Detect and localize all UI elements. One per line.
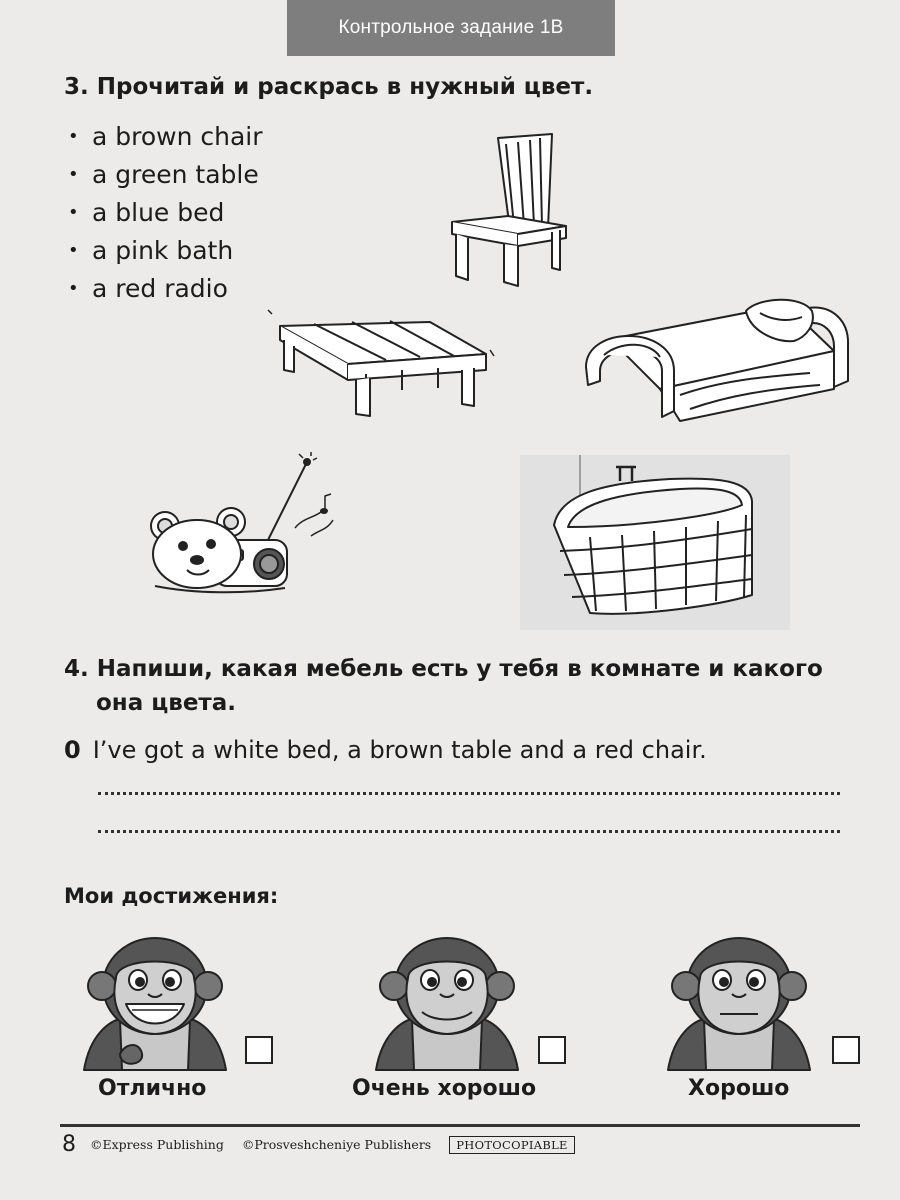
table-icon[interactable] — [262, 300, 502, 420]
example-sentence — [64, 736, 707, 764]
bullet-icon: • — [68, 278, 79, 299]
exercise-4-instruction-line1: Напиши, какая мебель есть у тебя в комнате и какого — [96, 656, 823, 682]
bullet-icon: • — [68, 126, 79, 147]
color-items-list — [68, 118, 263, 308]
photocopiable-badge: PHOTOCOPIABLE — [449, 1136, 575, 1154]
checkbox-good[interactable] — [832, 1036, 860, 1064]
bullet-icon: • — [68, 202, 79, 223]
monkey-very-good-icon — [372, 934, 522, 1074]
page-number: 8 — [62, 1132, 76, 1157]
exercise-4-number: 4. — [64, 656, 89, 682]
bullet-icon: • — [68, 240, 79, 261]
page-footer — [62, 1132, 575, 1157]
footer-divider — [60, 1124, 860, 1127]
bath-icon[interactable] — [520, 455, 790, 630]
exercise-3-number: 3. — [64, 74, 89, 100]
chair-icon[interactable] — [440, 130, 590, 290]
bed-icon[interactable] — [580, 285, 856, 427]
exercise-3-instruction: Прочитай и раскрась в нужный цвет. — [96, 74, 594, 100]
answer-line-1[interactable] — [98, 792, 840, 795]
checkbox-very-good[interactable] — [538, 1036, 566, 1064]
answer-line-2[interactable] — [98, 830, 840, 833]
item-text: a pink bath — [92, 236, 234, 265]
rating-good-label: Хорошо — [688, 1076, 790, 1101]
publisher-credit-2: ©Prosveshcheniye Publishers — [241, 1137, 432, 1152]
bullet-icon: • — [68, 164, 79, 185]
achievements-title: Мои достижения: — [64, 884, 279, 908]
exercise-4-instruction-line2: она цвета. — [96, 690, 237, 716]
list-item — [68, 194, 263, 232]
checkbox-excellent[interactable] — [245, 1036, 273, 1064]
list-item — [68, 118, 263, 156]
rating-excellent-label: Отлично — [98, 1076, 207, 1101]
item-text: a brown chair — [92, 122, 263, 151]
example-number: 0 — [64, 736, 81, 764]
list-item — [68, 232, 263, 270]
radio-icon[interactable] — [135, 450, 355, 600]
test-title: Контрольное задание 1В — [338, 17, 564, 38]
item-text: a red radio — [92, 274, 228, 303]
item-text: a blue bed — [92, 198, 225, 227]
example-text: I’ve got a white bed, a brown table and a red chair. — [92, 736, 707, 764]
monkey-good-icon — [664, 934, 814, 1074]
monkey-excellent-icon — [80, 934, 230, 1074]
list-item — [68, 156, 263, 194]
exercise-3-title — [64, 74, 593, 100]
list-item — [68, 270, 263, 308]
exercise-4-title — [64, 656, 823, 682]
publisher-credit-1: ©Express Publishing — [90, 1137, 224, 1152]
rating-very-good-label: Очень хорошо — [352, 1076, 537, 1101]
test-header — [287, 0, 615, 56]
item-text: a green table — [92, 160, 259, 189]
